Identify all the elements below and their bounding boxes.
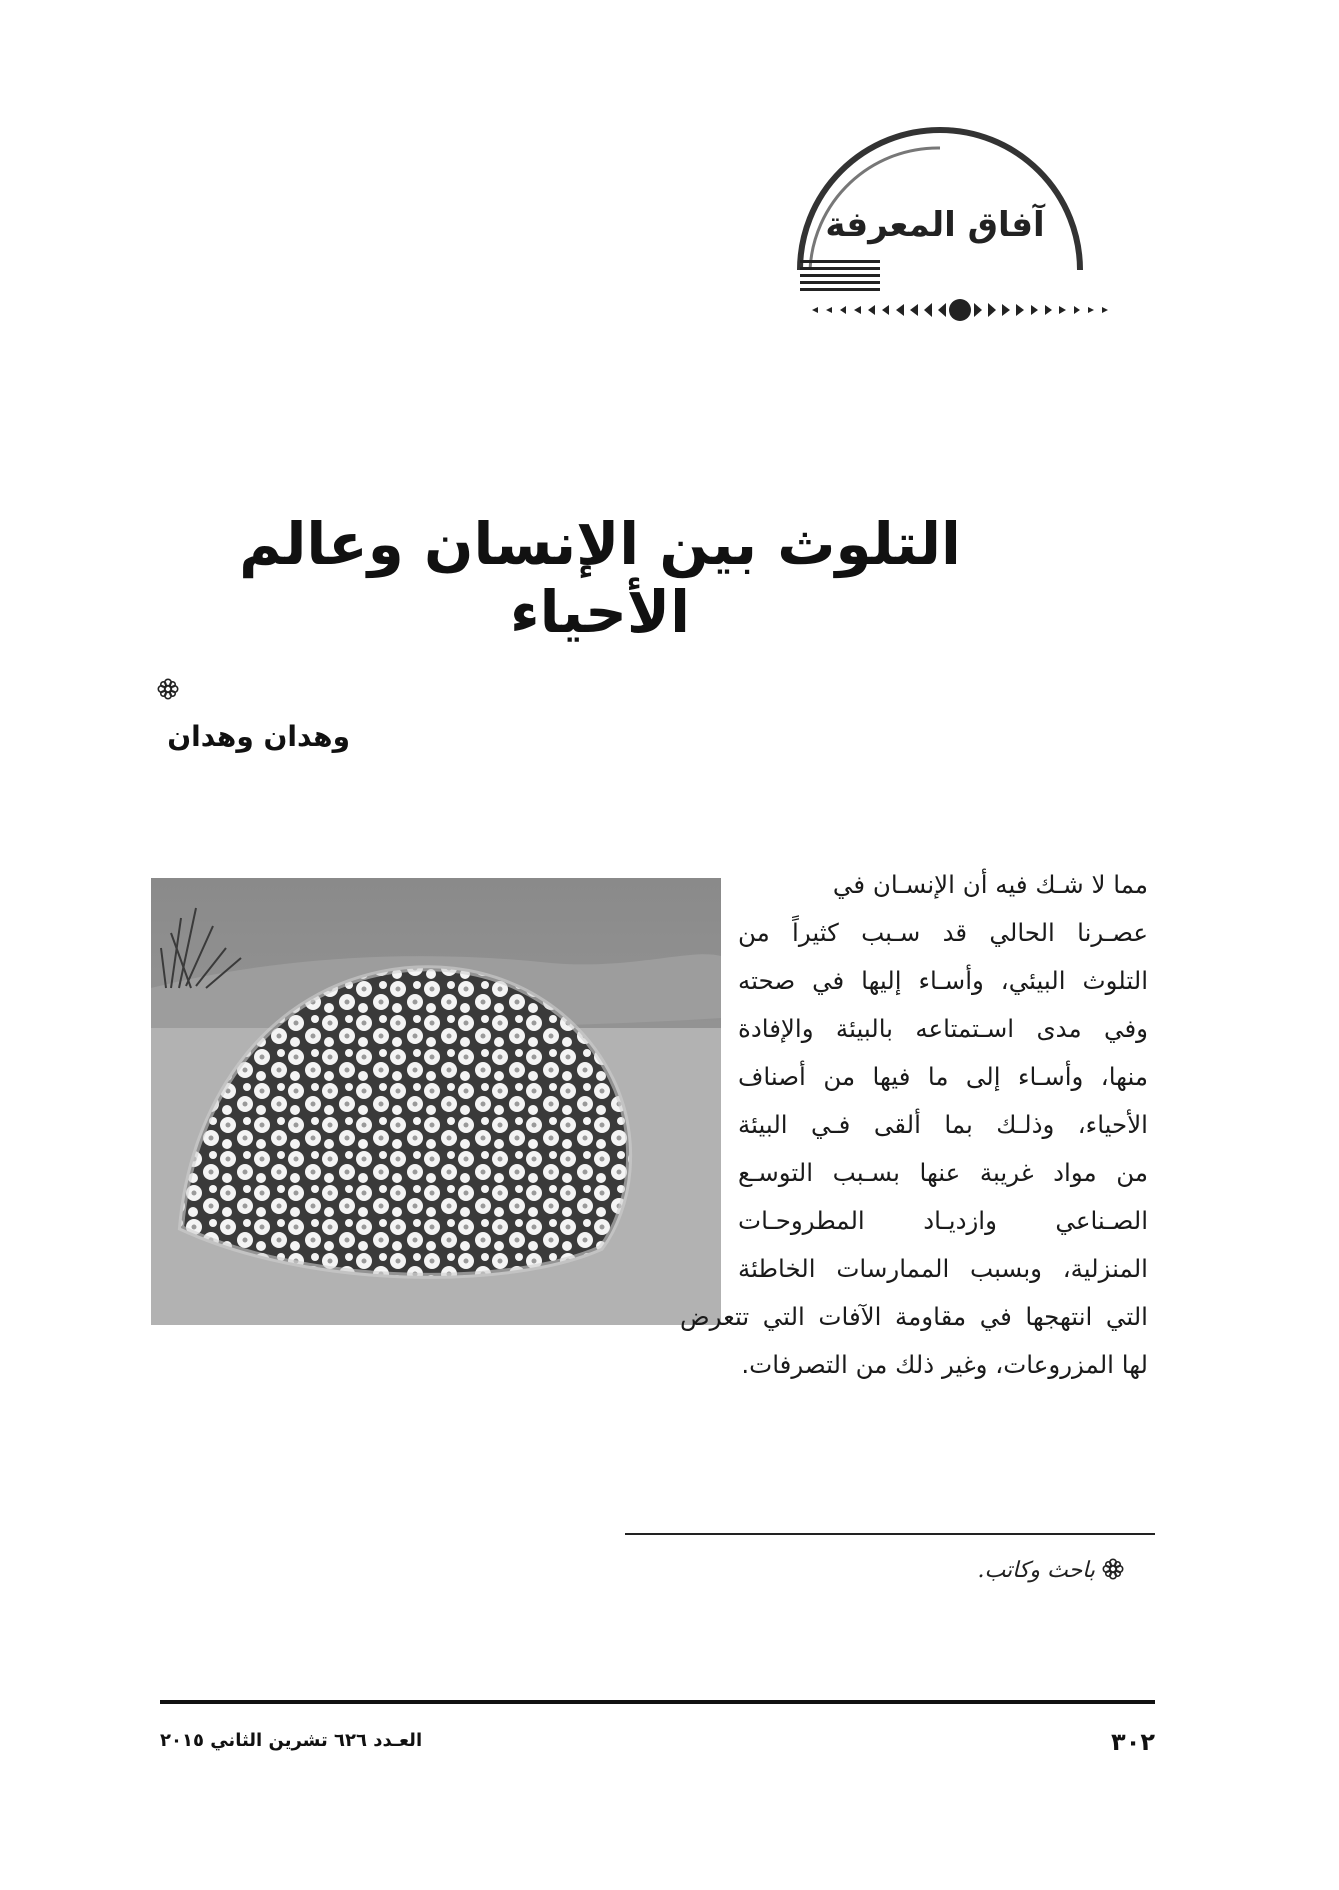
daisy-bush-photo [151,878,721,1325]
page-number: ٣٠٢ [1111,1728,1155,1756]
body-line: المنزلية، وبسبب الممارسات الخاطئة [738,1254,1148,1283]
author-name: وهدان وهدان [167,720,350,753]
body-line: التلوث البيئي، وأسـاء إليها في صحته [738,966,1148,995]
issue-info: العـدد ٦٢٦ تشرين الثاني ٢٠١٥ [160,1730,423,1751]
footnote-rule [625,1533,1155,1535]
flower-asterisk-icon [157,678,179,700]
article-title: التلوث بين الإنسان وعالم الأحياء [239,510,961,646]
body-line: لها المزروعات، وغير ذلك من التصرفات. [741,1350,1148,1379]
body-line: من مواد غريبة عنها بسـبب التوسـع [738,1158,1148,1187]
body-line: الصـناعي وازديـاد المطروحـات [738,1206,1148,1235]
logo-ornament-band [812,299,1108,321]
body-line: وفي مدى اسـتمتاعه بالبيئة والإفادة [738,1014,1148,1043]
flower-asterisk-icon [1102,1558,1124,1580]
logo-text: آفاق المعرفة [825,205,1045,245]
body-line: الأحياء، وذلـك بما ألقى فـي البيئة [738,1110,1148,1139]
footer-rule [160,1700,1155,1704]
footnote-text: باحث وكاتب. [977,1558,1095,1583]
body-line: التي انتهجها في مقاومة الآفات التي تتعرض [680,1302,1148,1331]
body-line: عصـرنا الحالي قد سـبب كثيراً من [738,918,1148,947]
body-line: منها، وأسـاء إلى ما فيها من أصناف [738,1062,1148,1091]
body-line: مما لا شـك فيه أن الإنسـان في [832,870,1148,899]
